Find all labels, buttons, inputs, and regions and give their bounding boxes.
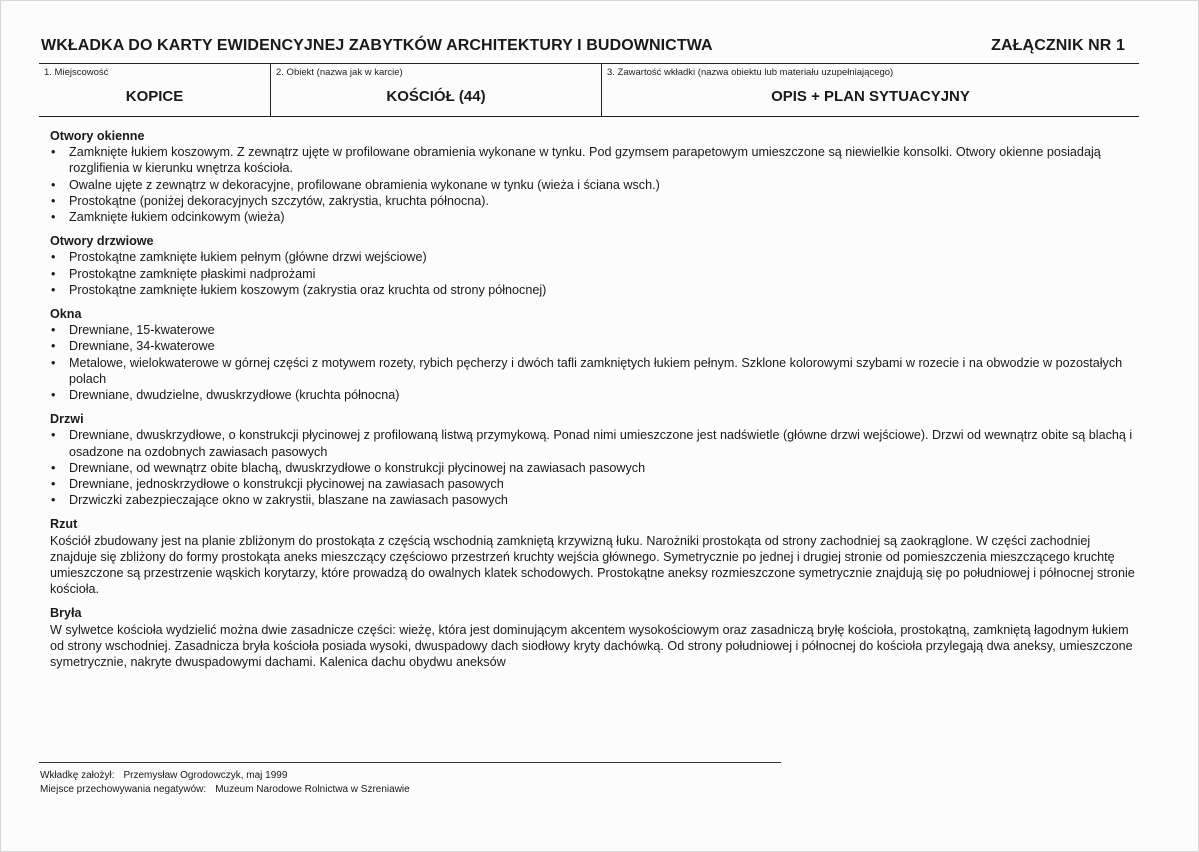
bullet-icon: • [51,460,56,475]
list-item [50,476,1138,492]
footer-author-value: Przemysław Ogrodowczyk, maj 1999 [123,770,288,781]
bullet-list [50,322,1138,403]
header-fields [39,63,1139,117]
list-item [50,282,1138,298]
list-item [50,249,1138,265]
section-paragraph: W sylwetce kościoła wydzielić można dwie zasadnicze części: wieżę, która jest dominującym akcentem wysokościowym oraz zasadniczą bryłę kościoła, prostokątną, zamkniętą łagodnym łukiem od strony wschodniej. Zasadnicza bryła kościoła posiada wysoki, dwuspadowy dach siodłowy kryty dachówką. Od strony południowej i północnej do kościoła przylegają dwa aneksy, umieszczone symetrycznie, nakryte dwuspadowymi dachami. Kalenica dachu obydwu aneksów [50,622,1133,670]
list-item-text: Drewniane, dwuskrzydłowe, o konstrukcji płycinowej z profilowaną listwą przymykową. Ponad nimi umieszczone jest nadświetle (główne drzwi wejściowe). Drzwi od wewnątrz obite są blachą i osadzone na ozdobnych zawiasach pasowych [69,428,1133,459]
list-item-text: Drewniane, dwudzielne, dwuskrzydłowe (kruchta północna) [69,388,400,403]
footer-storage-row [39,783,781,797]
bullet-icon: • [51,177,56,192]
document-title: WKŁADKA DO KARTY EWIDENCYJNEJ ZABYTKÓW ARCHITEKTURY I BUDOWNICTWA [41,37,713,54]
bullet-list [50,427,1138,508]
section-door-openings [50,233,1138,298]
footer-storage-label: Miejsce przechowywania negatywów: [40,784,207,795]
field-value: OPIS + PLAN SYTUACYJNY [771,88,970,105]
list-item-text: Prostokątne zamknięte płaskimi nadprożami [69,266,316,281]
list-item [50,322,1138,338]
list-item-text: Metalowe, wielokwaterowe w górnej części z motywem rozety, rybich pęcherzy i dwóch tafli zamkniętych łukiem pełnym. Szklone kolorowymi szybami w rozecie i na obwodzie w pozostałych polach [69,355,1123,386]
list-item [50,460,1138,476]
list-item-text: Zamknięte łukiem koszowym. Z zewnątrz ujęte w profilowane obramienia wykonane w tynku. Pod gzymsem parapetowym umieszczone są niewielkie konsolki. Otwory okienne posiadają rozglifienia w kierunku wnętrza kościoła. [69,145,1101,176]
list-item [50,338,1138,354]
bullet-icon: • [51,493,56,508]
bullet-icon: • [51,388,56,403]
list-item [50,355,1138,387]
list-item-text: Drewniane, 15-kwaterowe [69,323,215,338]
bullet-icon: • [51,282,56,297]
bullet-icon: • [51,355,56,370]
list-item [50,144,1138,176]
section-doors [50,411,1138,508]
list-item [50,427,1138,459]
list-item [50,177,1138,193]
list-item-text: Prostokątne (poniżej dekoracyjnych szczytów, zakrystia, kruchta północna). [69,193,489,208]
field-value: KOŚCIÓŁ (44) [386,88,486,105]
section-mass [50,605,1138,670]
section-window-openings [50,128,1138,225]
section-title: Okna [50,307,82,322]
bullet-icon: • [51,323,56,338]
list-item-text: Prostokątne zamknięte łukiem koszowym (zakrystia oraz kruchta od strony północnej) [69,282,547,297]
section-title: Otwory drzwiowe [50,234,154,249]
bullet-icon: • [51,250,56,265]
list-item [50,492,1138,508]
list-item [50,387,1138,403]
description-body [50,128,1138,678]
field-label: 1. Miejscowość [44,67,109,78]
bullet-icon: • [51,477,56,492]
bullet-icon: • [51,339,56,354]
section-title: Drzwi [50,412,84,427]
bullet-icon: • [51,266,56,281]
bullet-icon: • [51,210,56,225]
list-item-text: Drewniane, jednoskrzydłowe o konstrukcji płycinowej na zawiasach pasowych [69,477,504,492]
list-item [50,193,1138,209]
section-title: Rzut [50,517,78,532]
field-object [271,64,602,116]
list-item [50,209,1138,225]
list-item-text: Drewniane, 34-kwaterowe [69,339,215,354]
section-windows [50,306,1138,403]
list-item-text: Owalne ujęte z zewnątrz w dekoracyjne, profilowane obramienia wykonane w tynku (wieża i ściana wsch.) [69,177,660,192]
bullet-icon: • [51,145,56,160]
section-paragraph: Kościół zbudowany jest na planie zbliżonym do prostokąta z częścią wschodnią zamkniętą krzywizną łuku. Narożniki prostokąta od strony zachodniej są zaokrąglone. W części zachodniej znajduje się zbliżony do formy prostokąta aneks mieszczący częściowo przestrzeń kruchty wejścia głównego. Symetrycznie po jednej i drugiej stronie od pomieszczenia mieszczącego kruchtę umieszczone są przestrzenie wąskich korytarzy, które prowadzą do owalnych klatek schodowych. Prostokątne aneksy rozmieszczone symetrycznie znajdują się po południowej i północnej stronie kościoła. [50,533,1135,597]
list-item-text: Drewniane, od wewnątrz obite blachą, dwuskrzydłowe o konstrukcji płycinowej na zawiasach pasowych [69,460,646,475]
field-label: 3. Zawartość wkładki (nazwa obiektu lub materiału uzupełniającego) [607,67,894,78]
footer-author-row [39,769,781,783]
list-item-text: Prostokątne zamknięte łukiem pełnym (główne drzwi wejściowe) [69,250,427,265]
field-locality [39,64,271,116]
list-item-text: Drzwiczki zabezpieczające okno w zakrystii, blaszane na zawiasach pasowych [69,493,508,508]
field-value: KOPICE [125,88,184,105]
field-contents [602,64,1139,116]
bullet-icon: • [51,428,56,443]
section-plan [50,516,1138,597]
document-footer [39,762,781,797]
bullet-list [50,144,1138,225]
list-item-text: Zamknięte łukiem odcinkowym (wieża) [69,210,285,225]
annex-number: ZAŁĄCZNIK NR 1 [991,37,1125,54]
list-item [50,266,1138,282]
footer-storage-value: Muzeum Narodowe Rolnictwa w Szreniawie [215,784,410,795]
section-title: Otwory okienne [50,129,145,143]
field-label: 2. Obiekt (nazwa jak w karcie) [276,67,403,78]
footer-author-label: Wkładkę założył: [40,770,115,781]
bullet-list [50,249,1138,298]
section-title: Bryła [50,606,82,621]
bullet-icon: • [51,193,56,208]
